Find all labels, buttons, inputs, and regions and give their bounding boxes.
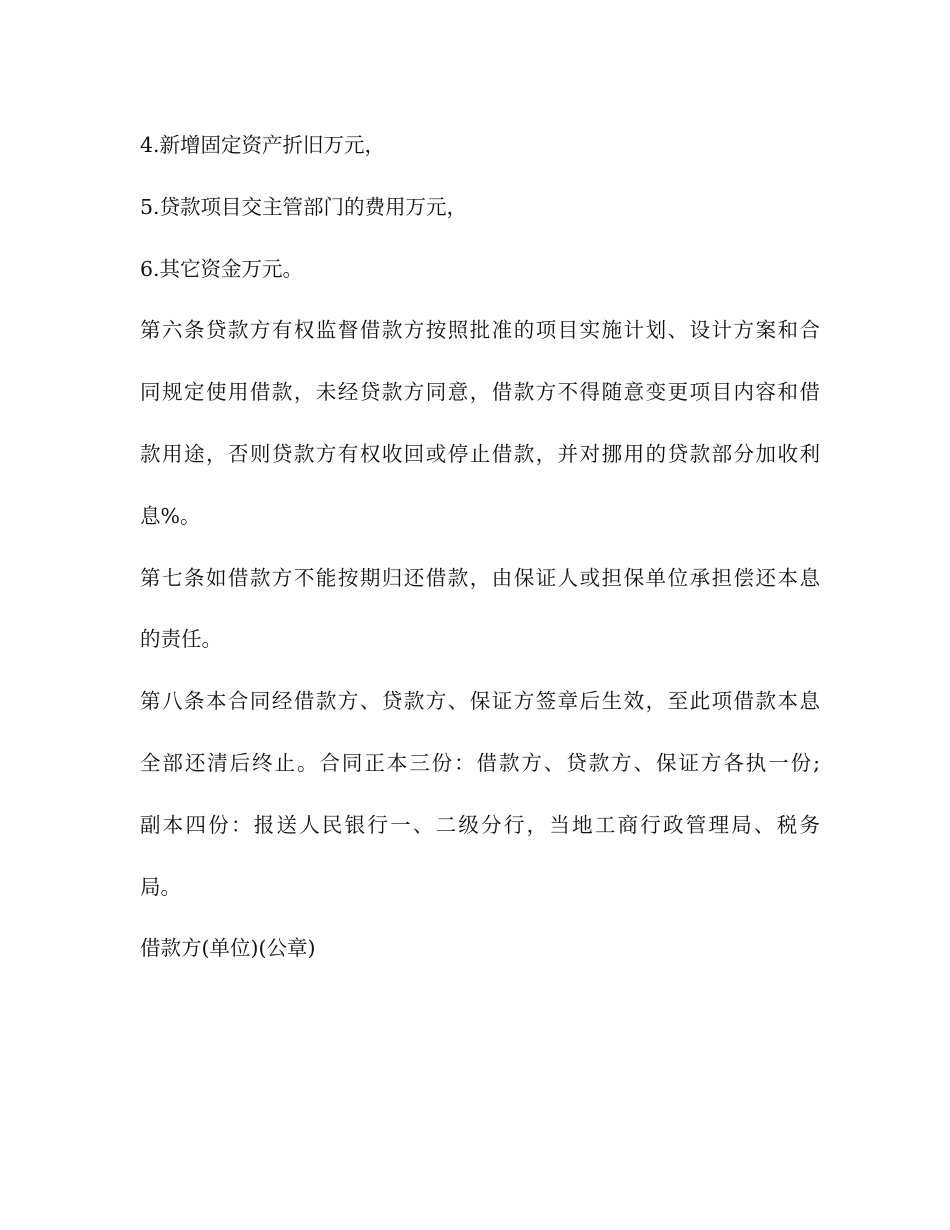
text-line-item-6: 6.其它资金万元。 [140, 256, 304, 281]
text-line-article-7-2: 的责任。 [140, 627, 222, 652]
text-line-article-8-1: 第八条本合同经借款方、贷款方、保证方签章后生效，至此项借款本息 [140, 689, 820, 714]
text-line-item-4: 4.新增固定资产折旧万元， [140, 133, 386, 157]
text-line-article-6-4: 息%。 [140, 503, 201, 528]
text-line-article-6-2: 同规定使用借款，未经贷款方同意，借款方不得随意变更项目内容和借 [140, 380, 820, 405]
text-line-item-5: 5.贷款项目交主管部门的费用万元， [140, 194, 468, 219]
text-line-article-6-1: 第六条贷款方有权监督借款方按照批准的项目实施计划、设计方案和合 [140, 318, 820, 343]
signature-borrower-label: 借款方(单位)(公章) [140, 936, 316, 961]
text-line-article-8-4: 局。 [140, 874, 181, 899]
text-line-article-8-2: 全部还清后终止。合同正本三份：借款方、贷款方、保证方各执一份; [140, 750, 820, 775]
document-body [140, 115, 820, 980]
text-line-article-6-3: 款用途，否则贷款方有权收回或停止借款，并对挪用的贷款部分加收利 [140, 441, 820, 466]
text-line-article-7-1: 第七条如借款方不能按期归还借款，由保证人或担保单位承担偿还本息 [140, 565, 820, 590]
text-line-article-8-3: 副本四份：报送人民银行一、二级分行，当地工商行政管理局、税务 [140, 812, 820, 837]
